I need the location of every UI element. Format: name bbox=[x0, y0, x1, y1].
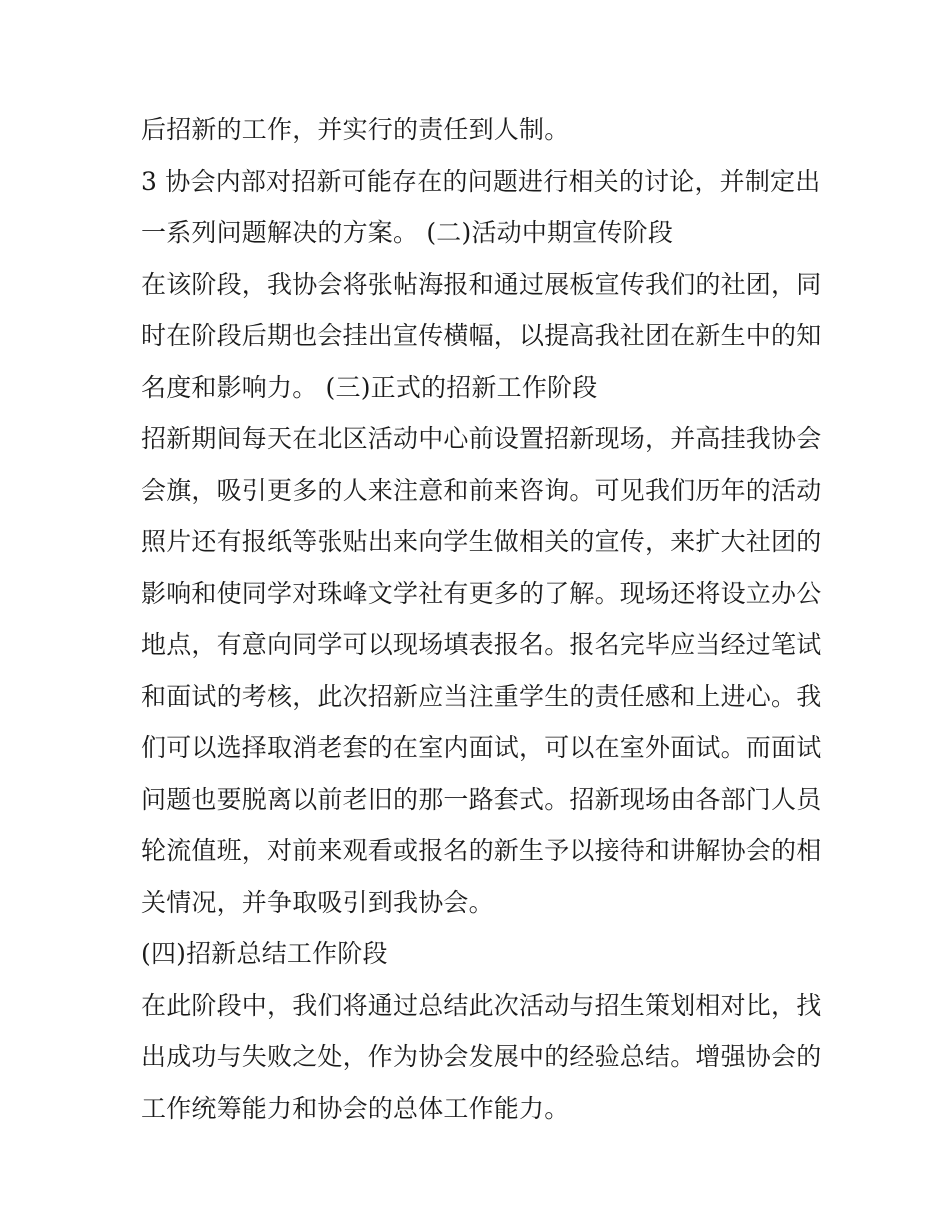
text-line: 问题也要脱离以前老旧的那一路套式。招新现场由各部门人员 bbox=[141, 784, 822, 814]
text-line: 在该阶段，我协会将张帖海报和通过展板宣传我们的社团，同 bbox=[141, 269, 822, 299]
text-line: 时在阶段后期也会挂出宣传横幅，以提高我社团在新生中的知 bbox=[141, 321, 822, 350]
text-line: 后招新的工作，并实行的责任到人制。 bbox=[141, 115, 570, 144]
text-line: 照片还有报纸等张贴出来向学生做相关的宣传，来扩大社团的 bbox=[141, 527, 822, 556]
document-body bbox=[141, 104, 821, 1134]
text-line: 名度和影响力。 (三)正式的招新工作阶段 bbox=[141, 372, 598, 402]
text-line: 招新期间每天在北区活动中心前设置招新现场，并高挂我协会 bbox=[141, 424, 822, 453]
text-line: 影响和使同学对珠峰文学社有更多的了解。现场还将设立办公 bbox=[141, 578, 822, 608]
text-line: 和面试的考核，此次招新应当注重学生的责任感和上进心。我 bbox=[141, 681, 822, 711]
text-line: 关情况，并争取吸引到我协会。 bbox=[141, 887, 494, 917]
text-line: 在此阶段中，我们将通过总结此次活动与招生策划相对比，找 bbox=[141, 990, 822, 1020]
section-heading: (四)招新总结工作阶段 bbox=[141, 939, 388, 968]
text-line: 工作统筹能力和协会的总体工作能力。 bbox=[141, 1093, 570, 1123]
text-line: 地点，有意向同学可以现场填表报名。报名完毕应当经过笔试 bbox=[141, 630, 822, 659]
text-line: 轮流值班，对前来观看或报名的新生予以接待和讲解协会的相 bbox=[141, 836, 822, 865]
text-line: 出成功与失败之处，作为协会发展中的经验总结。增强协会的 bbox=[141, 1042, 822, 1071]
text-line: 会旗，吸引更多的人来注意和前来咨询。可见我们历年的活动 bbox=[141, 475, 822, 505]
text-line: 们可以选择取消老套的在室内面试，可以在室外面试。而面试 bbox=[141, 733, 822, 762]
text-line: 3 协会内部对招新可能存在的问题进行相关的讨论，并制定出 bbox=[141, 166, 821, 196]
text-line: 一系列问题解决的方案。 (二)活动中期宣传阶段 bbox=[141, 218, 674, 247]
